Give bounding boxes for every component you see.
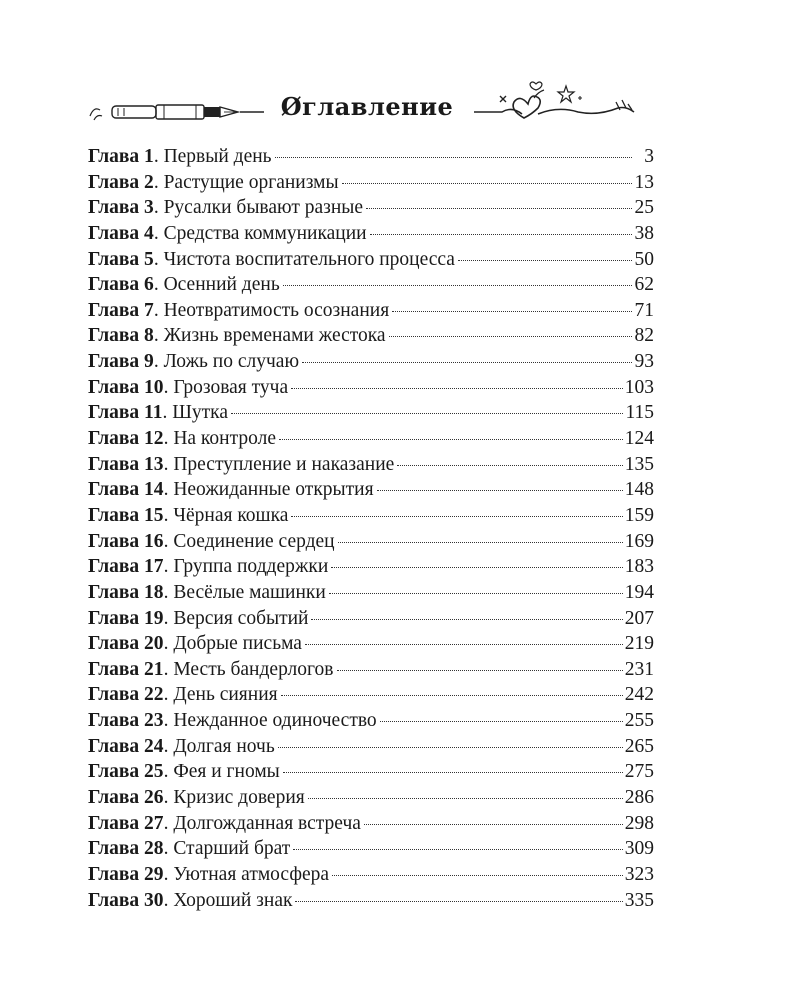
dot-leader: [291, 516, 622, 517]
page-number: 298: [624, 812, 654, 834]
page-number: 103: [624, 376, 654, 398]
toc-entry: [88, 734, 654, 760]
chapter-number: Глава 2: [88, 171, 154, 193]
chapter-number: Глава 26: [88, 787, 164, 809]
chapter-number: Глава 19: [88, 607, 164, 629]
chapter-number: Глава 23: [88, 710, 164, 732]
dot-leader: [291, 388, 623, 389]
chapter-number: Глава 20: [88, 633, 164, 655]
dot-leader: [364, 824, 623, 825]
chapter-title: . Кризис доверия: [163, 787, 305, 809]
dot-leader: [281, 695, 623, 696]
toc-entry: [88, 375, 654, 401]
chapter-number: Глава 29: [88, 863, 164, 885]
chapter-number: Глава 24: [88, 735, 164, 757]
chapter-number: Глава 13: [88, 453, 164, 475]
page-number: 3: [644, 146, 654, 167]
toc-entry: [88, 529, 654, 555]
chapter-title: . Русалки бывают разные: [153, 197, 364, 219]
dot-leader: [366, 208, 632, 209]
toc-entry: [88, 452, 654, 478]
page-number: 335: [624, 889, 654, 911]
page-number: 286: [624, 787, 654, 809]
dot-leader: [380, 721, 623, 722]
chapter-title: . Фея и гномы: [163, 761, 280, 783]
dot-leader: [458, 260, 632, 261]
toc-entry: [88, 759, 654, 785]
chapter-title: . Добрые письма: [163, 633, 302, 655]
page-number: 62: [634, 274, 654, 296]
toc-entry: [88, 400, 654, 426]
page-number: 265: [624, 735, 654, 757]
chapter-number: Глава 10: [88, 376, 164, 398]
toc-entry: [88, 785, 654, 811]
page-number: 82: [634, 325, 654, 347]
toc-entry: [88, 298, 654, 324]
dot-leader: [302, 362, 632, 363]
chapter-title: . Ложь по случаю: [153, 351, 300, 373]
toc-entry: [88, 272, 654, 298]
chapter-number: Глава 9: [88, 351, 154, 373]
page-number: 231: [624, 658, 654, 680]
dot-leader: [332, 875, 623, 876]
page-number: 148: [624, 479, 654, 501]
page-number: 159: [624, 504, 654, 526]
chapter-title: . Месть бандерлогов: [163, 658, 334, 680]
chapter-number: Глава 8: [88, 325, 154, 347]
chapter-title: . На контроле: [163, 428, 276, 450]
toc-entry: [88, 323, 654, 349]
chapter-number: Глава 11: [88, 402, 163, 424]
chapter-title: . Первый день: [153, 146, 272, 167]
toc-entry: [88, 195, 654, 221]
toc-entry: [88, 606, 654, 632]
chapter-title: . Преступление и наказание: [163, 453, 395, 475]
page-number: 124: [624, 428, 654, 450]
chapter-number: Глава 27: [88, 812, 164, 834]
chapter-number: Глава 25: [88, 761, 164, 783]
dot-leader: [231, 413, 623, 414]
page-title: Øглавление: [280, 92, 454, 121]
dot-leader: [377, 490, 623, 491]
chapter-title: . Группа поддержки: [163, 556, 329, 578]
chapter-number: Глава 15: [88, 504, 164, 526]
dot-leader: [392, 311, 632, 312]
toc-entry: [88, 477, 654, 503]
chapter-title: . Долгожданная встреча: [163, 812, 361, 834]
toc-entry: [88, 811, 654, 837]
chapter-number: Глава 3: [88, 197, 154, 219]
chapter-number: Глава 17: [88, 556, 164, 578]
chapter-number: Глава 22: [88, 684, 164, 706]
chapter-title: . Долгая ночь: [163, 735, 275, 757]
chapter-number: Глава 16: [88, 530, 164, 552]
dot-leader: [295, 901, 622, 902]
page-number: 115: [625, 402, 654, 424]
dot-leader: [278, 747, 623, 748]
page-number: 183: [624, 556, 654, 578]
chapter-title: . Осенний день: [153, 274, 280, 296]
toc-entry: [88, 631, 654, 657]
page-number: 169: [624, 530, 654, 552]
dot-leader: [275, 157, 632, 158]
toc-entry: [88, 349, 654, 375]
chapter-number: Глава 30: [88, 889, 164, 911]
chapter-title: . Версия событий: [163, 607, 309, 629]
chapter-number: Глава 4: [88, 222, 154, 244]
toc-entry: [88, 708, 654, 734]
chapter-title: . Соединение сердец: [163, 530, 335, 552]
chapter-title: . Весёлые машинки: [163, 581, 326, 603]
page-number: 309: [624, 838, 654, 860]
dot-leader: [283, 285, 632, 286]
chapter-title: . Средства коммуникации: [153, 222, 367, 244]
page-number: 13: [634, 171, 654, 193]
chapter-number: Глава 21: [88, 658, 164, 680]
chapter-number: Глава 1: [88, 146, 154, 167]
dot-leader: [305, 644, 623, 645]
chapter-number: Глава 12: [88, 428, 164, 450]
toc-entry: [88, 554, 654, 580]
chapter-title: . Чистота воспитательного процесса: [153, 248, 455, 270]
dot-leader: [370, 234, 632, 235]
dot-leader: [338, 542, 623, 543]
chapter-number: Глава 5: [88, 248, 154, 270]
dot-leader: [283, 772, 623, 773]
chapter-title: . Жизнь временами жестока: [153, 325, 386, 347]
toc-entry: [88, 682, 654, 708]
chapter-title: . Хороший знак: [163, 889, 293, 911]
chapter-title: . Грозовая туча: [163, 376, 289, 398]
toc-entry: [88, 580, 654, 606]
page-number: 323: [624, 863, 654, 885]
toc-entry: [88, 144, 654, 170]
chapter-title: . Неотвратимость осознания: [153, 299, 390, 321]
dot-leader: [279, 439, 623, 440]
dot-leader: [337, 670, 623, 671]
toc-entry: [88, 836, 654, 862]
page-number: 242: [624, 684, 654, 706]
chapter-number: Глава 6: [88, 274, 154, 296]
dot-leader: [397, 465, 622, 466]
page-number: 135: [624, 453, 654, 475]
chapter-number: Глава 7: [88, 299, 154, 321]
table-of-contents: [88, 144, 654, 913]
page-number: 219: [624, 633, 654, 655]
heart-star-doodle-icon: [472, 78, 640, 134]
toc-entry: [88, 862, 654, 888]
page-number: 275: [624, 761, 654, 783]
chapter-number: Глава 18: [88, 581, 164, 603]
chapter-title: . Чёрная кошка: [163, 504, 289, 526]
chapter-title: . Растущие организмы: [153, 171, 339, 193]
dot-leader: [342, 183, 632, 184]
chapter-title: . Шутка: [162, 402, 229, 424]
toc-entry: [88, 426, 654, 452]
page-number: 194: [624, 581, 654, 603]
chapter-number: Глава 14: [88, 479, 164, 501]
dot-leader: [308, 798, 623, 799]
page-number: 50: [634, 248, 654, 270]
chapter-title: . Старший брат: [163, 838, 291, 860]
page-number: 255: [624, 710, 654, 732]
toc-entry: [88, 888, 654, 914]
toc-entry: [88, 221, 654, 247]
toc-heading: [80, 78, 640, 134]
toc-entry: [88, 657, 654, 683]
page-number: 207: [624, 607, 654, 629]
toc-entry: [88, 503, 654, 529]
toc-entry: [88, 247, 654, 273]
page-number: 38: [634, 222, 654, 244]
page-number: 93: [634, 351, 654, 373]
fountain-pen-icon: [88, 98, 268, 124]
toc-entry: [88, 170, 654, 196]
chapter-number: Глава 28: [88, 838, 164, 860]
chapter-title: . Уютная атмосфера: [163, 863, 330, 885]
dot-leader: [331, 567, 622, 568]
chapter-title: . День сияния: [163, 684, 278, 706]
page-number: 25: [634, 197, 654, 219]
dot-leader: [311, 619, 622, 620]
dot-leader: [389, 336, 632, 337]
dot-leader: [293, 849, 622, 850]
chapter-title: . Неожиданные открытия: [163, 479, 374, 501]
page-number: 71: [634, 299, 654, 321]
dot-leader: [329, 593, 623, 594]
chapter-title: . Нежданное одиночество: [163, 710, 377, 732]
